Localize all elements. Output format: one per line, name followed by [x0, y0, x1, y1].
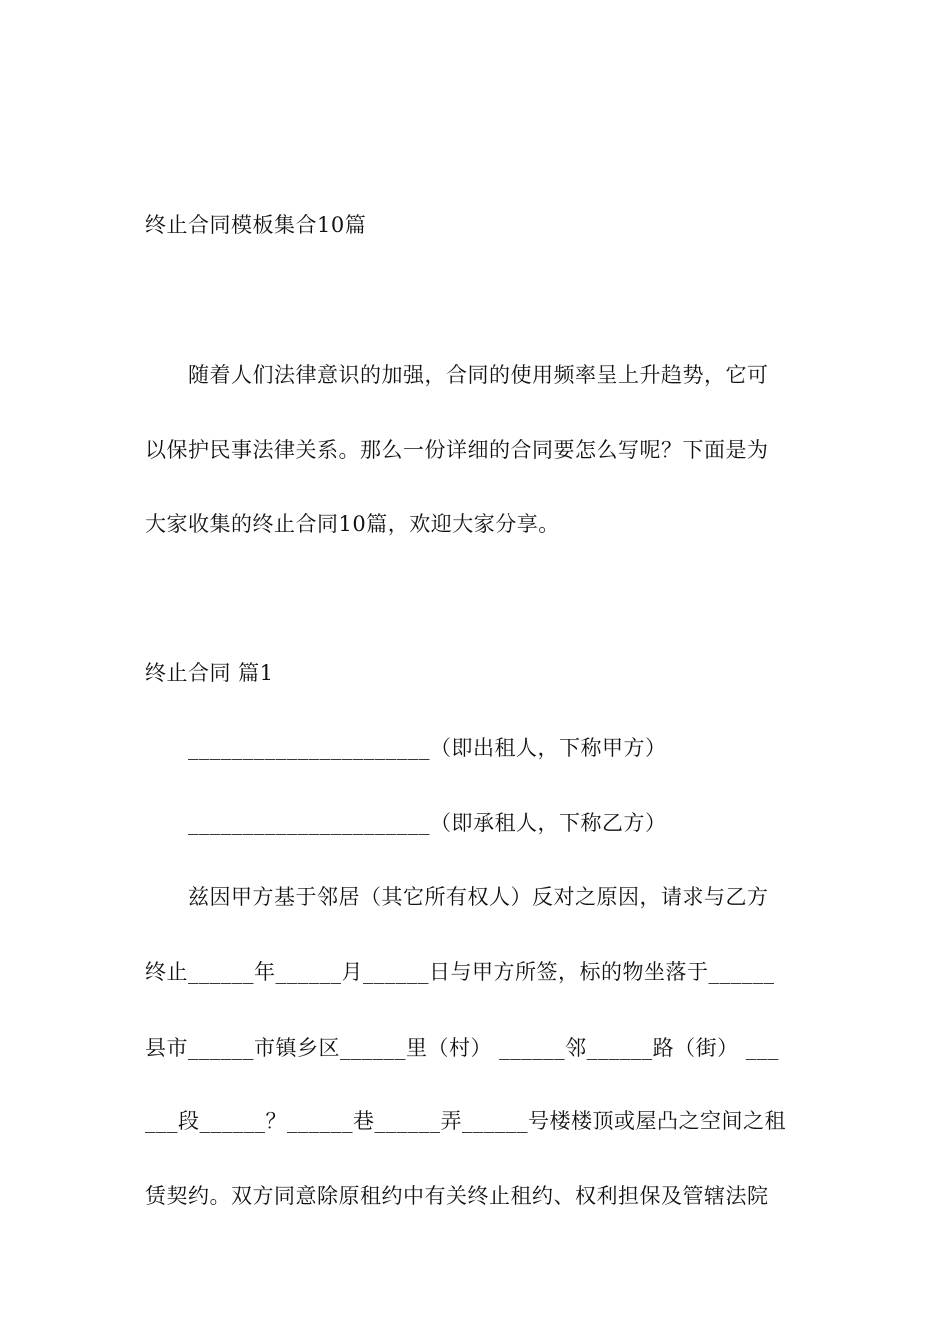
- body-line-4: ___段______？______巷______弄______号楼楼顶或屋凸之空间之租: [145, 1109, 786, 1133]
- lessor-line: ______________________（即出租人，下称甲方）: [188, 736, 667, 760]
- body-line-5: 赁契约。双方同意除原租约中有关终止租约、权利担保及管辖法院: [145, 1184, 769, 1208]
- body-line-3: 县市______市镇乡区______里（村） ______邻______路（街） ___: [145, 1036, 779, 1060]
- section-heading: 终止合同 篇1: [145, 661, 274, 685]
- intro-line-3: 大家收集的终止合同10篇，欢迎大家分享。: [145, 512, 560, 536]
- intro-line-2: 以保护民事法律关系。那么一份详细的合同要怎么写呢？下面是为: [145, 438, 769, 462]
- intro-line-1: 随着人们法律意识的加强，合同的使用频率呈上升趋势，它可: [188, 363, 769, 387]
- body-line-2: 终止______年______月______日与甲方所签，标的物坐落于______: [145, 960, 775, 984]
- lessee-line: ______________________（即承租人，下称乙方）: [188, 811, 667, 835]
- body-line-1: 兹因甲方基于邻居（其它所有权人）反对之原因，请求与乙方: [188, 885, 769, 909]
- document-title: 终止合同模板集合10篇: [145, 213, 367, 237]
